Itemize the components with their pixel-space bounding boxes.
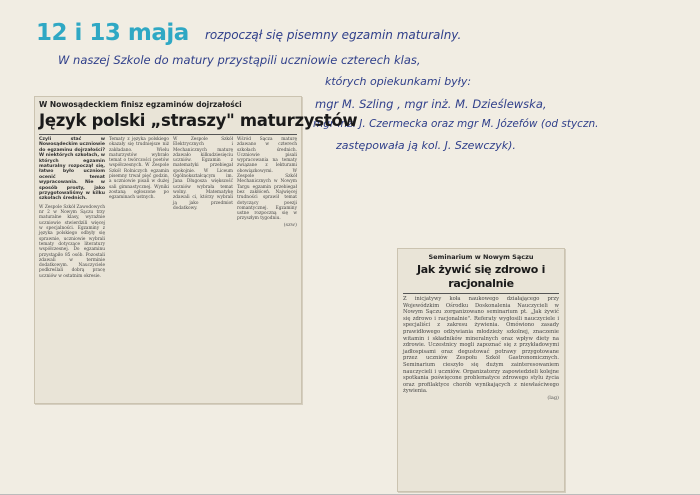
handwritten-line-1: rozpoczął się pisemny egzamin maturalny.: [205, 28, 462, 42]
clipping-column-1: W Zespole Szkół Zawodowych nr 2 w Nowym Sączu trzy maturalne klasy, wyraźnie uczniowie stwierdzili więcej w specjalności. Egzaminy z języka polskiego odbyły się sprawnie, uczniowie wybrali tematy dotyczące literatury współczesnej. Do egzaminu przystąpiło 85 osób. Pozostali zdawali w terminie dodatkowym. Nauczyciele podkreślali dobrą pracę uczniów w ostatnim okresie.: [39, 204, 105, 279]
handwritten-line-3: których opiekunkami były:: [325, 75, 472, 88]
handwritten-line-2: W naszej Szkole do matury przystąpili uczniowie czterech klas,: [58, 53, 421, 67]
handwritten-line-4: mgr M. Szling , mgr inż. M. Dzieślewska,: [315, 97, 547, 111]
clipping-kicker: W Nowosądeckiem finisz egzaminów dojrzałości: [39, 100, 242, 109]
newspaper-clipping-nutrition: [397, 248, 565, 492]
clipping-signature: (lag): [547, 394, 559, 401]
clipping-lead: Czyli stać w Nowosądeckim uczniowie do egzaminu dojrzałości? W niektórych szkołach, w których egzamin maturalny rozpoczął się, łatwo było uczniom ocenić temat wypracowania. Nie w sposób prosty, jako przygotowaliśmy w kilku szkołach średnich.: [39, 137, 105, 202]
handwritten-line-5: mgr inż. J. Czermecka oraz mgr M. Józefów (od styczn.: [313, 118, 599, 130]
clipping-headline: Język polski „straszy" maturzystów: [39, 111, 358, 130]
clipping-column-4: Wśród Sącza maturę zdawano w czterech szkołach średnich. Uczniowie pisali wypracowania na tematy związane z lekturami obowiązkowymi. W Zespole Szkół Mechanicznych w Nowym Targu egzamin przebiegał bez zakłóceń. Najwięcej trudności sprawił temat dotyczący poezji romantycznej. Egzaminy ustne rozpoczną się w przyszłym tygodniu.: [237, 137, 297, 222]
handwritten-date: 12 i 13 maja: [36, 20, 189, 46]
clipping-kicker: Seminarium w Nowym Sączu: [428, 253, 534, 261]
newspaper-clipping-matura: [34, 96, 358, 404]
clipping-headline: Jak żywić się zdrowo i racjonalnie: [416, 263, 546, 290]
handwritten-line-6: zastępowała ją kol. J. Szewczyk).: [336, 139, 516, 152]
clipping-signature: (szw): [283, 221, 297, 228]
clipping-column-2: Tematy z języka polskiego okazały się trudniejsze niż zakładano. Wielu maturzystów wybrało temat o twórczości poetów współczesnych. W Zespole Szkół Rolniczych egzamin pisemny trwał pięć godzin, a uczniowie pisali w dużej sali gimnastycznej. Wyniki zostaną ogłoszone po egzaminach ustnych.: [109, 137, 169, 201]
clipping-body: Z inicjatywy koła naukowego działającego przy Wojewódzkim Ośrodku Doskonalenia Nauczycieli w Nowym Sączu zorganizowano seminarium pt. „Jak żywić się zdrowo i racjonalnie". Referaty wygłosili nauczyciele i specjaliści z zakresu żywienia. Omówiono zasady prawidłowego odżywiania młodzieży szkolnej, znaczenie witamin i składników mineralnych oraz wpływ diety na zdrowie. Uczestnicy mogli zapoznać się z przykładowymi jadłospisami oraz degustować potrawy przygotowane przez uczniów Zespołu Szkół Gastronomicznych. Seminarium cieszyło się dużym zainteresowaniem nauczycieli i uczniów. Organizatorzy zapowiedzieli kolejne spotkania poświęcone problematyce zdrowego stylu życia oraz profilaktyce chorób wynikających z niewłaściwego żywienia.: [403, 296, 559, 395]
clipping-column-3: W Zespole Szkół Elektrycznych i Mechanicznych maturę zdawało kilkudziesięciu uczniów. Egzamin z matematyki przebiegał spokojnie. W Liceum Ogólnokształcącym im. Jana Długosza większość uczniów wybrała temat wolny. Matematykę zdawali ci, którzy wybrali ją jako przedmiot dodatkowy.: [173, 137, 233, 211]
